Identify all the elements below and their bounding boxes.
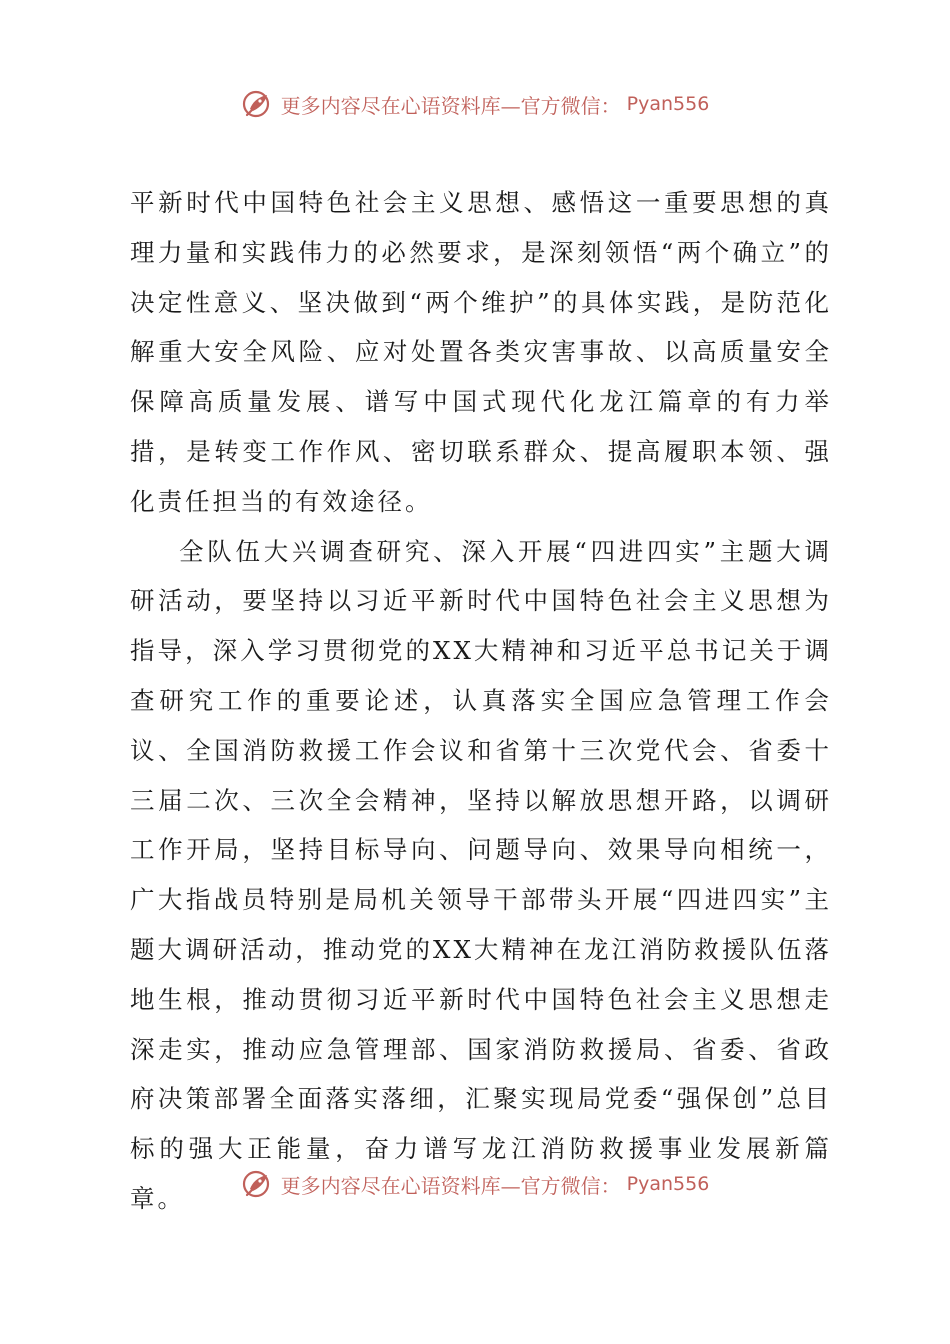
pen-nib-logo-icon (241, 87, 275, 121)
document-body (130, 178, 832, 1224)
header-watermark-id: Pyan556 (626, 93, 710, 115)
pen-nib-logo-icon (241, 1167, 275, 1201)
header-watermark (0, 84, 950, 124)
footer-watermark-text: 更多内容尽在心语资料库—官方微信： (280, 1173, 621, 1198)
footer-watermark-id: Pyan556 (626, 1173, 710, 1195)
paragraph-2: 全队伍大兴调查研究、深入开展“四进四实”主题大调研活动，要坚持以习近平新时代中国特色社会主义思想为指导，深入学习贯彻党的XX大精神和习近平总书记关于调查研究工作的重要论述，认真落实全国应急管理工作会议、全国消防救援工作会议和省第十三次党代会、省委十三届二次、三次全会精神，坚持以解放思想开路，以调研工作开局，坚持目标导向、问题导向、效果导向相统一，广大指战员特别是局机关领导干部带头开展“四进四实”主题大调研活动，推动党的XX大精神在龙江消防救援队伍落地生根，推动贯彻习近平新时代中国特色社会主义思想走深走实，推动应急管理部、国家消防救援局、省委、省政府决策部署全面落实落细，汇聚实现局党委“强保创”总目标的强大正能量，奋力谱写龙江消防救援事业发展新篇章。 (130, 536, 832, 1213)
paragraph-1: 平新时代中国特色社会主义思想、感悟这一重要思想的真理力量和实践伟力的必然要求，是深刻领悟“两个确立”的决定性意义、坚决做到“两个维护”的具体实践，是防范化解重大安全风险、应对处置各类灾害事故、以高质量安全保障高质量发展、谱写中国式现代化龙江篇章的有力举措，是转变工作作风、密切联系群众、提高履职本领、强化责任担当的有效途径。 (130, 188, 832, 516)
header-watermark-text: 更多内容尽在心语资料库—官方微信： (280, 93, 621, 118)
footer-watermark (0, 1164, 950, 1204)
